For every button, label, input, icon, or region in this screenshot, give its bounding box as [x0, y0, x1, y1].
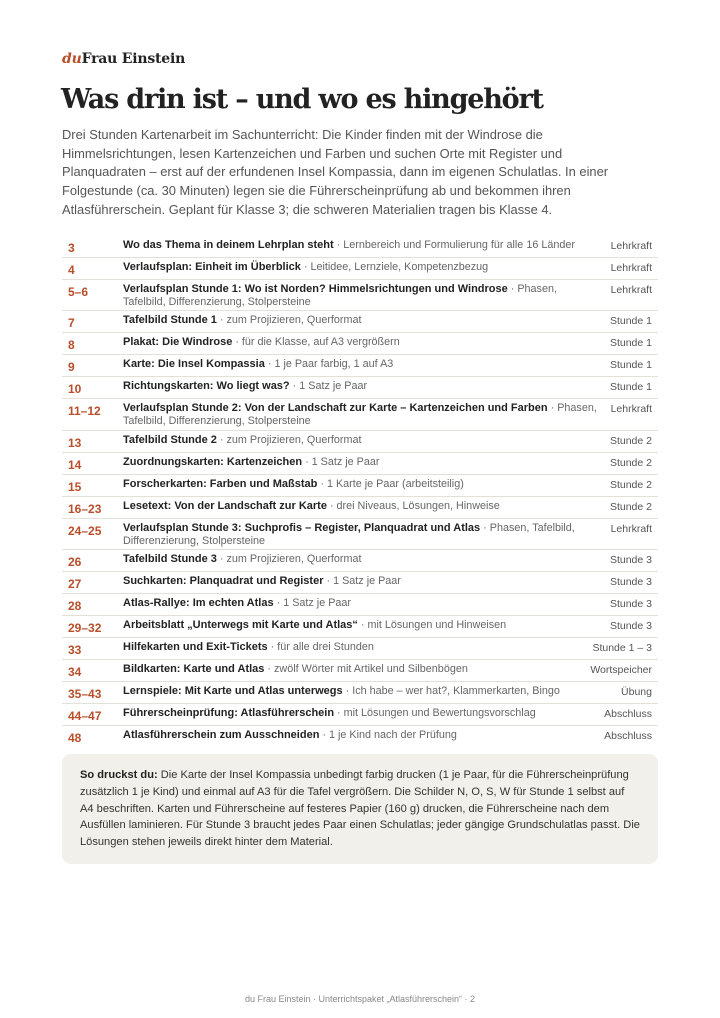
toc-page-number: 4: [68, 263, 75, 277]
toc-page-number: 7: [68, 316, 75, 331]
toc-page-number: 16–23: [68, 501, 102, 516]
toc-row: [62, 475, 658, 497]
toc-title: Tafelbild Stunde 1: [123, 314, 217, 327]
toc-row: [62, 704, 658, 726]
toc-description: [123, 641, 592, 654]
toc-title: Führerscheinprüfung: Atlasführerschein: [123, 707, 335, 720]
toc-page-number: 24–25: [68, 523, 102, 538]
toc-description: [123, 707, 604, 720]
toc-page-number: 11–12: [68, 404, 101, 419]
toc-detail: · für die Klasse, auf A3 vergrößern: [232, 336, 400, 349]
toc-detail: · 1 Satz je Paar: [302, 455, 380, 468]
toc-tag: Stunde 2: [609, 478, 652, 491]
toc-title: Verlaufsplan Stunde 2: Von der Landschaft zur Karte – Kartenzeichen und Farben: [123, 402, 548, 415]
toc-tag: Stunde 2: [609, 434, 652, 447]
toc-page-number: 44–47: [68, 709, 102, 724]
toc-description: [123, 729, 604, 742]
toc-detail: · 1 je Paar farbig, 1 auf A3: [264, 358, 394, 371]
toc-description: [123, 597, 610, 610]
toc-detail: · 1 Satz je Paar: [273, 597, 352, 610]
toc-page-number: 26: [68, 555, 82, 570]
toc-title: Wo das Thema in deinem Lehrplan steht: [123, 239, 334, 251]
toc-row: [62, 660, 658, 682]
toc-row: [62, 726, 658, 747]
toc-page-number: 15: [68, 479, 82, 494]
toc-row: [62, 236, 658, 258]
toc-row: [62, 333, 658, 355]
toc-description: [123, 380, 610, 393]
toc-row: [62, 572, 658, 594]
toc-description: [123, 261, 611, 274]
toc-tag: Stunde 1: [609, 359, 652, 372]
toc-tag: Stunde 1: [609, 381, 652, 394]
toc-page-number: 35–43: [68, 687, 102, 702]
toc-description: [123, 239, 611, 252]
toc-description: [123, 402, 611, 427]
toc-tag: Stunde 1: [609, 337, 652, 350]
toc-tag: Stunde 1 – 3: [592, 642, 652, 655]
toc-detail: · zwölf Wörter mit Artikel und Silbenbögen: [264, 663, 468, 676]
table-of-contents: [62, 236, 658, 747]
toc-detail: · mit Lösungen und Hinweisen: [357, 619, 507, 632]
toc-description: [123, 575, 610, 588]
toc-detail: · zum Projizieren, Querformat: [216, 433, 362, 446]
toc-title: Arbeitsblatt „Unterwegs mit Karte und Atlas“: [123, 619, 358, 632]
toc-detail: · 1 Satz je Paar: [289, 380, 368, 393]
toc-row: [62, 453, 658, 475]
toc-tag: Lehrkraft: [610, 262, 652, 274]
toc-detail: · drei Niveaus, Lösungen, Hinweise: [326, 499, 500, 512]
toc-detail: · 1 je Kind nach der Prüfung: [319, 729, 457, 742]
toc-tag: Stunde 3: [609, 620, 652, 633]
brand-prefix: du: [62, 51, 82, 67]
toc-detail: · Lernbereich und Formulierung für alle 16 Länder: [333, 239, 575, 251]
toc-title: Bildkarten: Karte und Atlas: [123, 663, 265, 676]
toc-title: Richtungskarten: Wo liegt was?: [123, 380, 290, 393]
toc-row: [62, 280, 658, 311]
toc-detail: · Phasen, Tafelbild, Differenzierung, Stolpersteine: [123, 402, 597, 428]
toc-title: Verlaufsplan: Einheit im Überblick: [123, 261, 301, 273]
toc-title: Hilfekarten und Exit-Tickets: [123, 641, 268, 654]
toc-page-number: 29–32: [68, 621, 102, 636]
toc-row: [62, 638, 658, 660]
toc-title: Karte: Die Insel Kompassia: [123, 358, 265, 371]
toc-detail: · 1 Karte je Paar (arbeitsteilig): [317, 477, 464, 490]
toc-row: [62, 497, 658, 519]
toc-row: [62, 355, 658, 377]
toc-detail: · Leitidee, Lernziele, Kompetenzbezug: [300, 261, 489, 273]
toc-page-number: 48: [68, 731, 82, 746]
brand-logo: [62, 50, 185, 67]
toc-page-number: 8: [68, 338, 75, 353]
toc-detail: · Phasen, Tafelbild, Differenzierung, Stolpersteine: [123, 521, 575, 547]
intro-text: Drei Stunden Kartenarbeit im Sachunterricht: Die Kinder finden mit der Windrose die Himmelsrichtungen, lesen Kartenzeichen und Farben und suchen Orte mit Register und Planquadraten – erst auf der erfundenen Insel Kompassia, dann im eigenen Schulatlas. In einer Folgestunde (ca. 30 Minuten) legen sie die Führerscheinprüfung ab und bekommen ihren Atlasführerschein. Geplant für Klasse 3; die schweren Materialien tragen bis Klasse 4.: [62, 127, 609, 217]
toc-page-number: 3: [68, 241, 75, 255]
toc-description: [123, 553, 610, 566]
print-note-label: So druckst du:: [80, 769, 158, 781]
toc-row: [62, 682, 658, 704]
toc-detail: · für alle drei Stunden: [267, 641, 374, 654]
toc-title: Forscherkarten: Farben und Maßstab: [123, 477, 318, 490]
toc-description: [123, 478, 610, 491]
toc-tag: Stunde 2: [609, 500, 652, 513]
toc-title: Verlaufsplan Stunde 3: Suchprofis – Register, Planquadrat und Atlas: [123, 521, 481, 534]
toc-row: [62, 431, 658, 453]
page-title: Was drin ist – und wo es hingehört: [61, 84, 543, 115]
toc-title: Zuordnungskarten: Kartenzeichen: [123, 455, 303, 468]
toc-tag: Stunde 3: [609, 576, 652, 589]
toc-title: Tafelbild Stunde 3: [123, 553, 217, 566]
toc-title: Lesetext: Von der Landschaft zur Karte: [123, 499, 327, 512]
toc-row: [62, 519, 658, 550]
toc-description: [123, 314, 610, 327]
toc-page-number: 9: [68, 360, 75, 375]
toc-tag: Lehrkraft: [610, 284, 652, 296]
toc-detail: · zum Projizieren, Querformat: [216, 553, 362, 566]
toc-title: Tafelbild Stunde 2: [123, 433, 217, 446]
toc-title: Atlas-Rallye: Im echten Atlas: [123, 597, 274, 610]
toc-page-number: 13: [68, 435, 82, 450]
toc-row: [62, 550, 658, 572]
toc-description: [123, 358, 610, 371]
toc-page-number: 10: [68, 382, 82, 397]
toc-tag: Wortspeicher: [590, 664, 652, 677]
toc-row: [62, 258, 658, 280]
toc-title: Lernspiele: Mit Karte und Atlas unterwegs: [123, 685, 343, 698]
toc-page-number: 33: [68, 643, 82, 658]
toc-tag: Abschluss: [604, 708, 652, 721]
print-note: [62, 754, 658, 864]
toc-tag: Stunde 3: [609, 598, 652, 611]
toc-title: Atlasführerschein zum Ausschneiden: [123, 729, 320, 742]
toc-description: [123, 663, 590, 676]
toc-description: [123, 685, 621, 698]
toc-row: [62, 377, 658, 399]
brand-name: Frau Einstein: [81, 51, 186, 67]
toc-detail: · mit Lösungen und Bewertungsvorschlag: [334, 707, 536, 720]
toc-tag: Stunde 3: [609, 554, 652, 567]
toc-detail: · Ich habe – wer hat?, Klammerkarten, Bingo: [342, 685, 560, 698]
toc-detail: · zum Projizieren, Querformat: [216, 314, 362, 327]
toc-page-number: 27: [68, 577, 82, 592]
toc-title: Verlaufsplan Stunde 1: Wo ist Norden? Himmelsrichtungen und Windrose: [123, 283, 508, 295]
toc-tag: Stunde 1: [609, 315, 652, 328]
toc-row: [62, 594, 658, 616]
page-footer: du Frau Einstein · Unterrichtspaket „Atlasführerschein“ · 2: [244, 994, 476, 1004]
toc-tag: Übung: [621, 686, 652, 699]
toc-description: [123, 522, 611, 547]
toc-page-number: 14: [68, 457, 82, 472]
toc-tag: Lehrkraft: [610, 240, 652, 252]
toc-tag: Stunde 2: [609, 456, 652, 469]
toc-row: [62, 616, 658, 638]
toc-row: [62, 399, 658, 430]
toc-page-number: 34: [68, 665, 82, 680]
toc-description: [123, 619, 610, 632]
toc-description: [123, 500, 610, 513]
toc-description: [123, 434, 610, 447]
toc-tag: Abschluss: [604, 730, 652, 743]
toc-page-number: 5–6: [68, 285, 89, 299]
toc-title: Plakat: Die Windrose: [123, 336, 233, 349]
toc-detail: · 1 Satz je Paar: [323, 575, 401, 588]
toc-row: [62, 311, 658, 333]
toc-description: [123, 456, 610, 469]
toc-tag: Lehrkraft: [610, 403, 652, 416]
toc-tag: Lehrkraft: [610, 522, 652, 535]
print-note-text: Die Karte der Insel Kompassia unbedingt farbig drucken (1 je Paar, für die Führerscheinprüfung zusätzlich 1 je Kind) und einmal auf A3 für die Tafel vergrößern. Die Schilder N, O, S, W für Stunde 1 selbst auf A4 beschriften. Karten und Führerscheine auf festeres Papier (160 g) drucken, die Führerscheine nach dem Ausfüllen laminieren. Für Stunde 3 braucht jedes Paar einen Schulatlas; jeder gängige Grundschulatlas passt. Die Lösungen stehen jeweils direkt hinter dem Material.: [80, 769, 640, 849]
toc-description: [123, 336, 610, 349]
toc-page-number: 28: [68, 599, 82, 614]
toc-title: Suchkarten: Planquadrat und Register: [123, 575, 324, 588]
toc-description: [123, 283, 611, 308]
toc-detail: · Phasen, Tafelbild, Differenzierung, Stolpersteine: [123, 283, 557, 308]
